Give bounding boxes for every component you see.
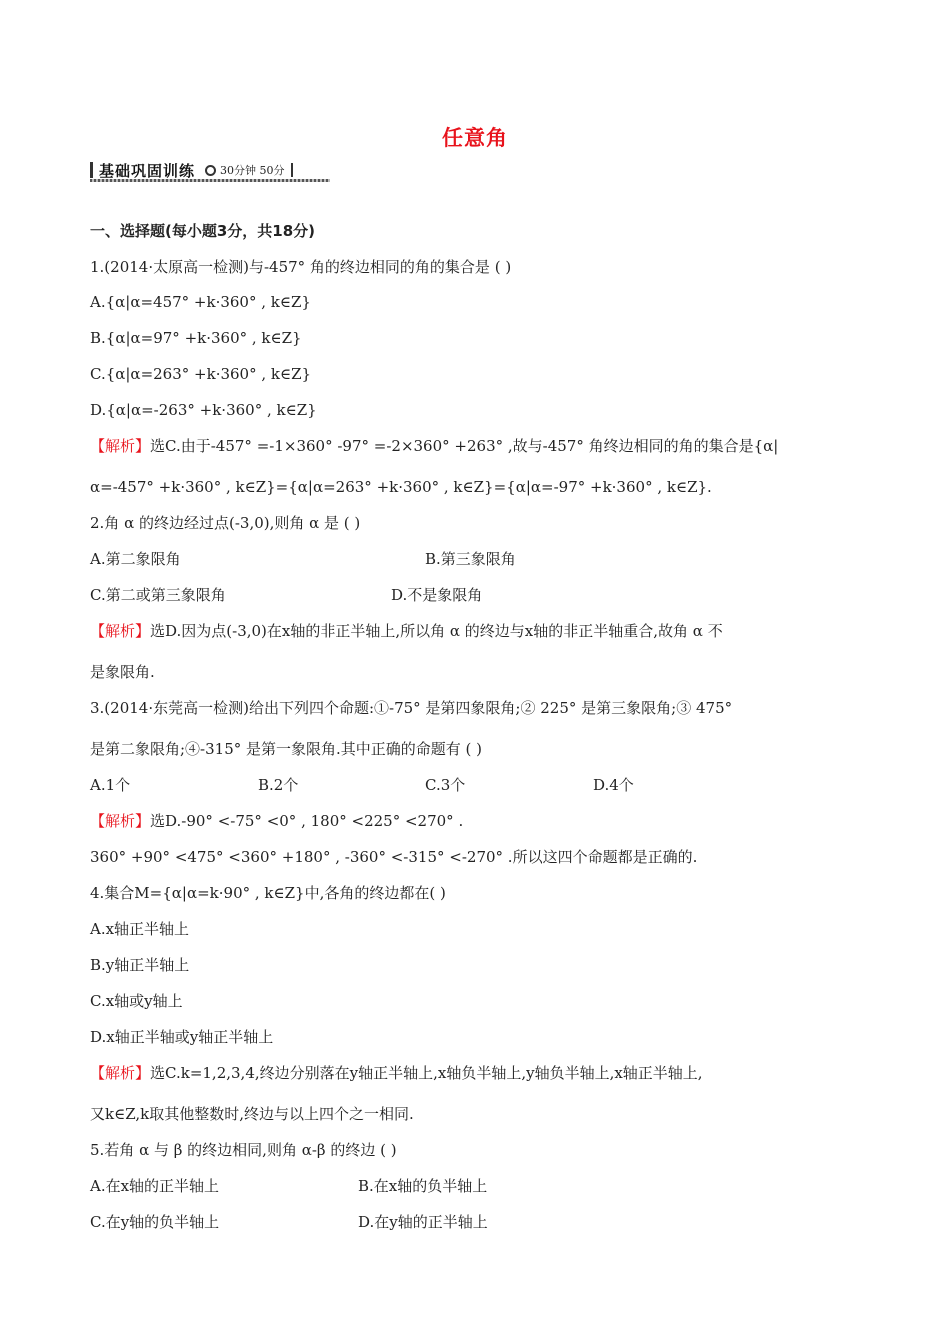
analysis-tag: 【解析】 bbox=[90, 812, 151, 830]
q1-option-d: D.{α|α=-263° +k·360° , k∈Z} bbox=[90, 401, 317, 419]
q2-option-c: C.第二或第三象限角 bbox=[90, 586, 226, 604]
q5-option-c: C.在y轴的负半轴上 bbox=[90, 1213, 220, 1231]
banner-time: 30分钟 50分 bbox=[220, 164, 285, 177]
q3-analysis-cont: 360° +90° <475° <360° +180° , -360° <-315° <-270° .所以这四个命题都是正确的. bbox=[90, 848, 698, 866]
section-banner bbox=[90, 160, 330, 180]
q2-analysis-cont: 是象限角. bbox=[90, 663, 155, 681]
q4-stem: 4.集合M={α|α=k·90° , k∈Z}中,各角的终边都在( ) bbox=[90, 884, 446, 902]
q1-option-a: A.{α|α=457° +k·360° , k∈Z} bbox=[90, 293, 311, 311]
banner-bar bbox=[90, 162, 93, 178]
q3-stem-cont: 是第二象限角;④-315° 是第一象限角.其中正确的命题有 ( ) bbox=[90, 740, 483, 758]
q1-analysis-text: 选C.由于-457° =-1×360° -97° =-2×360° +263° ,故与-457° 角终边相同的角的集合是{α| bbox=[150, 437, 779, 455]
q4-option-b: B.y轴正半轴上 bbox=[90, 956, 190, 974]
q4-analysis-cont: 又k∈Z,k取其他整数时,终边与以上四个之一相同. bbox=[90, 1105, 414, 1123]
q2-option-d: D.不是象限角 bbox=[391, 586, 483, 604]
q3-option-b: B.2个 bbox=[258, 776, 299, 794]
q4-option-c: C.x轴或y轴上 bbox=[90, 992, 183, 1010]
q4-analysis-text: 选C.k=1,2,3,4,终边分别落在y轴正半轴上,x轴负半轴上,y轴负半轴上,x轴正半轴上, bbox=[150, 1064, 703, 1082]
q2-analysis-text: 选D.因为点(-3,0)在x轴的非正半轴上,所以角 α 的终边与x轴的非正半轴重合,故角 α 不 bbox=[150, 622, 723, 640]
section-heading: 一、选择题(每小题3分，共18分) bbox=[90, 222, 316, 240]
q1-analysis-cont: α=-457° +k·360° , k∈Z}={α|α=263° +k·360° , k∈Z}={α|α=-97° +k·360° , k∈Z}. bbox=[90, 478, 712, 496]
q2-option-b: B.第三象限角 bbox=[425, 550, 516, 568]
q3-option-c: C.3个 bbox=[425, 776, 466, 794]
q2-option-a: A.第二象限角 bbox=[90, 550, 181, 568]
analysis-tag: 【解析】 bbox=[90, 437, 151, 455]
q5-option-b: B.在x轴的负半轴上 bbox=[358, 1177, 488, 1195]
q1-stem: 1.(2014·太原高一检测)与-457° 角的终边相同的角的集合是 ( ) bbox=[90, 258, 512, 276]
q3-stem: 3.(2014·东莞高一检测)给出下列四个命题:①-75° 是第四象限角;② 225° 是第三象限角;③ 475° bbox=[90, 699, 733, 717]
banner-end-bar bbox=[291, 163, 293, 177]
page-title: 任意角 bbox=[442, 126, 508, 150]
q4-option-a: A.x轴正半轴上 bbox=[90, 920, 190, 938]
banner-label: 基础巩固训练 bbox=[99, 161, 196, 180]
q4-option-d: D.x轴正半轴或y轴正半轴上 bbox=[90, 1028, 274, 1046]
q5-option-a: A.在x轴的正半轴上 bbox=[90, 1177, 220, 1195]
banner-rule bbox=[90, 179, 330, 182]
q4-analysis bbox=[90, 1063, 703, 1083]
q5-option-d: D.在y轴的正半轴上 bbox=[358, 1213, 488, 1231]
q3-option-d: D.4个 bbox=[593, 776, 634, 794]
q1-option-b: B.{α|α=97° +k·360° , k∈Z} bbox=[90, 329, 302, 347]
q3-analysis-text: 选D.-90° <-75° <0° , 180° <225° <270° . bbox=[150, 812, 464, 830]
q1-option-c: C.{α|α=263° +k·360° , k∈Z} bbox=[90, 365, 312, 383]
analysis-tag: 【解析】 bbox=[90, 622, 151, 640]
q3-analysis bbox=[90, 811, 463, 831]
analysis-tag: 【解析】 bbox=[90, 1064, 151, 1082]
q5-stem: 5.若角 α 与 β 的终边相同,则角 α-β 的终边 ( ) bbox=[90, 1141, 397, 1159]
q3-option-a: A.1个 bbox=[90, 776, 131, 794]
clock-icon bbox=[205, 165, 216, 176]
q2-analysis bbox=[90, 621, 723, 641]
q1-analysis bbox=[90, 436, 778, 456]
q2-stem: 2.角 α 的终边经过点(-3,0),则角 α 是 ( ) bbox=[90, 514, 361, 532]
